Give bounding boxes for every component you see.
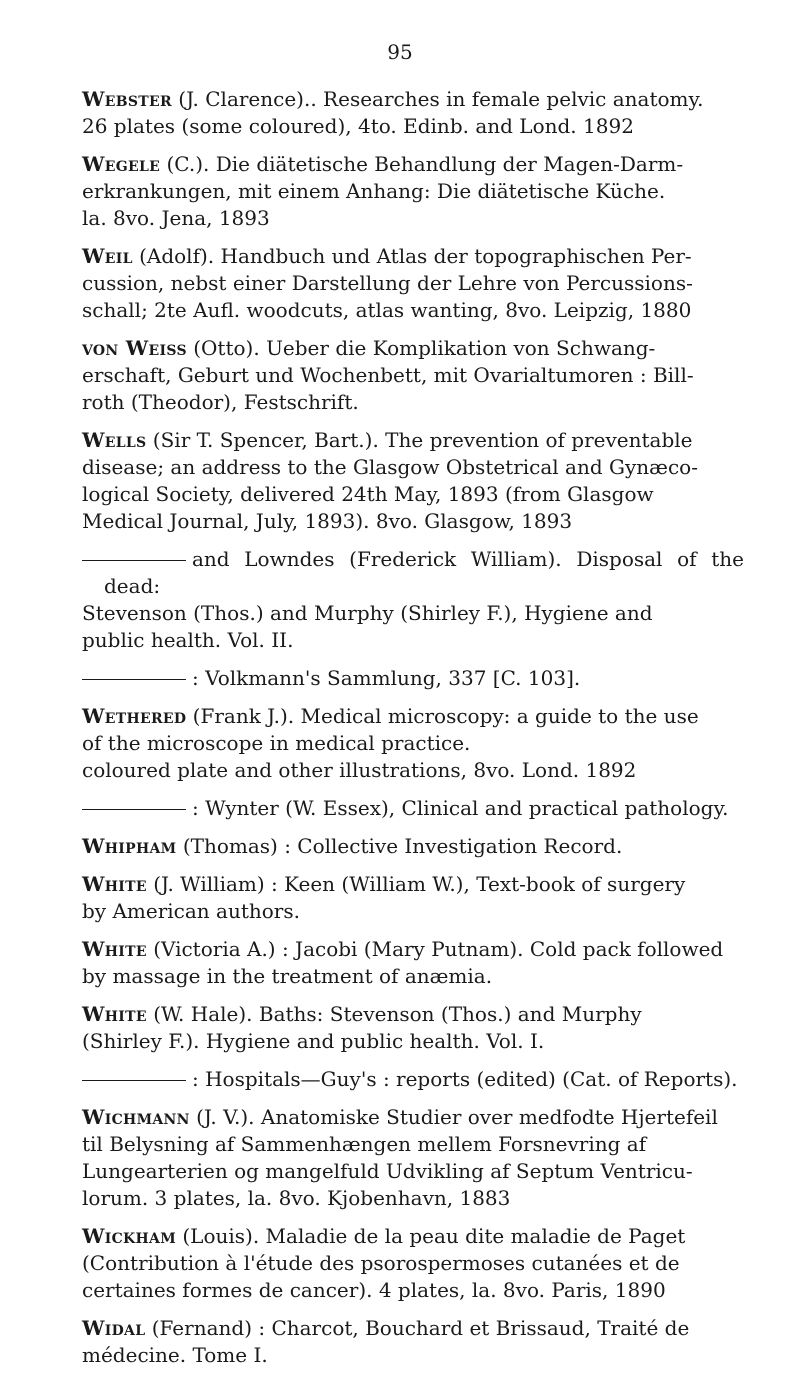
entry-author: Wickham bbox=[82, 1224, 177, 1248]
entry-text: (Louis). Maladie de la peau dite maladie de Paget bbox=[182, 1224, 686, 1248]
entry-line bbox=[82, 362, 744, 389]
entry-line bbox=[82, 757, 744, 784]
entry-text: Lungearterien og mangelfuld Udvikling af Septum Ventricu- bbox=[82, 1159, 693, 1183]
catalogue-entry bbox=[82, 427, 744, 535]
entry-line bbox=[82, 898, 744, 925]
entry-line bbox=[82, 833, 744, 860]
entry-line bbox=[82, 1342, 744, 1369]
entry-text: (J. Clarence).. Researches in female pelvic anatomy. bbox=[178, 87, 704, 111]
entry-line bbox=[82, 1250, 744, 1277]
entry-text: disease; an address to the Glasgow Obstetrical and Gynæco- bbox=[82, 455, 698, 479]
entry-text: of the microscope in medical practice. bbox=[82, 731, 471, 755]
catalogue-entry bbox=[82, 546, 744, 654]
catalogue-entry bbox=[82, 936, 744, 990]
entry-author: White bbox=[82, 872, 147, 896]
catalogue-entry bbox=[82, 86, 744, 140]
entry-line bbox=[82, 936, 744, 963]
entry-text: roth (Theodor), Festschrift. bbox=[82, 390, 359, 414]
entry-line bbox=[82, 508, 744, 535]
entry-text: Medical Journal, July, 1893). 8vo. Glasgow, 1893 bbox=[82, 509, 573, 533]
entry-text: (C.). Die diätetische Behandlung der Magen-Darm- bbox=[166, 152, 684, 176]
entry-line bbox=[82, 86, 744, 113]
entry-text: (J. William) : Keen (William W.), Text-book of surgery bbox=[153, 872, 686, 896]
entry-list bbox=[82, 86, 744, 1380]
catalogue-entry bbox=[82, 795, 744, 822]
entry-text: logical Society, delivered 24th May, 1893 (from Glasgow bbox=[82, 482, 654, 506]
entry-line bbox=[104, 665, 744, 692]
catalogue-entry bbox=[82, 1315, 744, 1369]
entry-author: Wegele bbox=[82, 152, 161, 176]
entry-text: erkrankungen, mit einem Anhang: Die diätetische Küche. bbox=[82, 179, 666, 203]
entry-text: : Hospitals—Guy's : reports (edited) (Cat. of Reports). bbox=[192, 1067, 738, 1091]
entry-text: lorum. 3 plates, la. 8vo. Kjobenhavn, 1883 bbox=[82, 1186, 511, 1210]
entry-text: certaines formes de cancer). 4 plates, la. 8vo. Paris, 1890 bbox=[82, 1278, 666, 1302]
entry-line bbox=[82, 205, 744, 232]
catalogue-entry bbox=[82, 243, 744, 324]
entry-line bbox=[104, 546, 744, 600]
entry-line bbox=[82, 113, 744, 140]
entry-text: la. 8vo. Jena, 1893 bbox=[82, 206, 270, 230]
ditto-dash bbox=[82, 679, 186, 680]
entry-line bbox=[82, 454, 744, 481]
entry-line bbox=[82, 1185, 744, 1212]
entry-line bbox=[104, 1066, 744, 1093]
entry-line bbox=[82, 297, 744, 324]
entry-line bbox=[82, 1001, 744, 1028]
entry-text: schall; 2te Aufl. woodcuts, atlas wanting, 8vo. Leipzig, 1880 bbox=[82, 298, 692, 322]
entry-author: Weil bbox=[82, 244, 133, 268]
entry-text: (Otto). Ueber die Komplikation von Schwang- bbox=[193, 336, 656, 360]
entry-text: and Lowndes (Frederick William). Disposal of the dead: bbox=[104, 547, 744, 598]
entry-line bbox=[82, 1131, 744, 1158]
entry-text: : Volkmann's Sammlung, 337 [C. 103]. bbox=[192, 666, 581, 690]
entry-text: by American authors. bbox=[82, 899, 300, 923]
entry-line bbox=[82, 627, 744, 654]
entry-line bbox=[82, 335, 744, 362]
entry-text: cussion, nebst einer Darstellung der Lehre von Percussions- bbox=[82, 271, 693, 295]
ditto-dash bbox=[82, 560, 186, 561]
entry-line bbox=[82, 600, 744, 627]
catalogue-entry bbox=[82, 703, 744, 784]
catalogue-entry bbox=[82, 1001, 744, 1055]
entry-text: public health. Vol. II. bbox=[82, 628, 294, 652]
entry-text: coloured plate and other illustrations, 8vo. Lond. 1892 bbox=[82, 758, 637, 782]
entry-author: White bbox=[82, 1002, 147, 1026]
entry-text: by massage in the treatment of anæmia. bbox=[82, 964, 493, 988]
entry-line bbox=[82, 481, 744, 508]
entry-line bbox=[82, 178, 744, 205]
entry-line bbox=[104, 795, 744, 822]
entry-text: (Victoria A.) : Jacobi (Mary Putnam). Cold pack followed bbox=[153, 937, 724, 961]
entry-line bbox=[82, 270, 744, 297]
entry-text: 26 plates (some coloured), 4to. Edinb. and Lond. 1892 bbox=[82, 114, 634, 138]
entry-text: (Thomas) : Collective Investigation Record. bbox=[182, 834, 623, 858]
entry-line bbox=[82, 871, 744, 898]
entry-text: (Frank J.). Medical microscopy: a guide to the use bbox=[192, 704, 699, 728]
entry-line bbox=[82, 1223, 744, 1250]
entry-author: Wichmann bbox=[82, 1105, 190, 1129]
entry-line bbox=[82, 1158, 744, 1185]
entry-text: (Shirley F.). Hygiene and public health. Vol. I. bbox=[82, 1029, 545, 1053]
entry-text: (Adolf). Handbuch und Atlas der topographischen Per- bbox=[139, 244, 692, 268]
entry-author: Widal bbox=[82, 1316, 146, 1340]
entry-text: (Sir T. Spencer, Bart.). The prevention of preventable bbox=[152, 428, 693, 452]
catalogue-entry bbox=[82, 151, 744, 232]
entry-text: Stevenson (Thos.) and Murphy (Shirley F.), Hygiene and bbox=[82, 601, 653, 625]
entry-text: erschaft, Geburt und Wochenbett, mit Ovarialtumoren : Bill- bbox=[82, 363, 694, 387]
entry-text: til Belysning af Sammenhængen mellem Forsnevring af bbox=[82, 1132, 647, 1156]
entry-line bbox=[82, 1028, 744, 1055]
entry-line bbox=[82, 1104, 744, 1131]
entry-author: Wells bbox=[82, 428, 147, 452]
catalogue-entry bbox=[82, 1223, 744, 1304]
entry-line bbox=[82, 427, 744, 454]
entry-text: : Wynter (W. Essex), Clinical and practical pathology. bbox=[192, 796, 729, 820]
entry-text: (Contribution à l'étude des psorospermoses cutanées et de bbox=[82, 1251, 680, 1275]
entry-author: White bbox=[82, 937, 147, 961]
ditto-dash bbox=[82, 809, 186, 810]
ditto-dash bbox=[82, 1080, 186, 1081]
entry-line bbox=[82, 1277, 744, 1304]
entry-line bbox=[82, 730, 744, 757]
entry-text: (W. Hale). Baths: Stevenson (Thos.) and Murphy bbox=[153, 1002, 642, 1026]
entry-line bbox=[82, 243, 744, 270]
entry-text: (J. V.). Anatomiske Studier over medfodte Hjertefeil bbox=[196, 1105, 718, 1129]
entry-text: (Fernand) : Charcot, Bouchard et Brissaud, Traité de bbox=[151, 1316, 690, 1340]
entry-line bbox=[82, 1315, 744, 1342]
catalogue-entry bbox=[82, 665, 744, 692]
entry-line bbox=[82, 703, 744, 730]
catalogue-entry bbox=[82, 335, 744, 416]
catalogue-entry bbox=[82, 871, 744, 925]
page-number: 95 bbox=[387, 40, 413, 64]
entry-line bbox=[82, 963, 744, 990]
catalogue-entry bbox=[82, 1104, 744, 1212]
entry-line bbox=[82, 151, 744, 178]
entry-line bbox=[82, 389, 744, 416]
catalogue-entry bbox=[82, 833, 744, 860]
entry-author: Wethered bbox=[82, 704, 187, 728]
entry-text: médecine. Tome I. bbox=[82, 1343, 268, 1367]
entry-author: Whipham bbox=[82, 834, 177, 858]
entry-author: von Weiss bbox=[82, 336, 187, 360]
entry-author: Webster bbox=[82, 87, 172, 111]
catalogue-entry bbox=[82, 1066, 744, 1093]
